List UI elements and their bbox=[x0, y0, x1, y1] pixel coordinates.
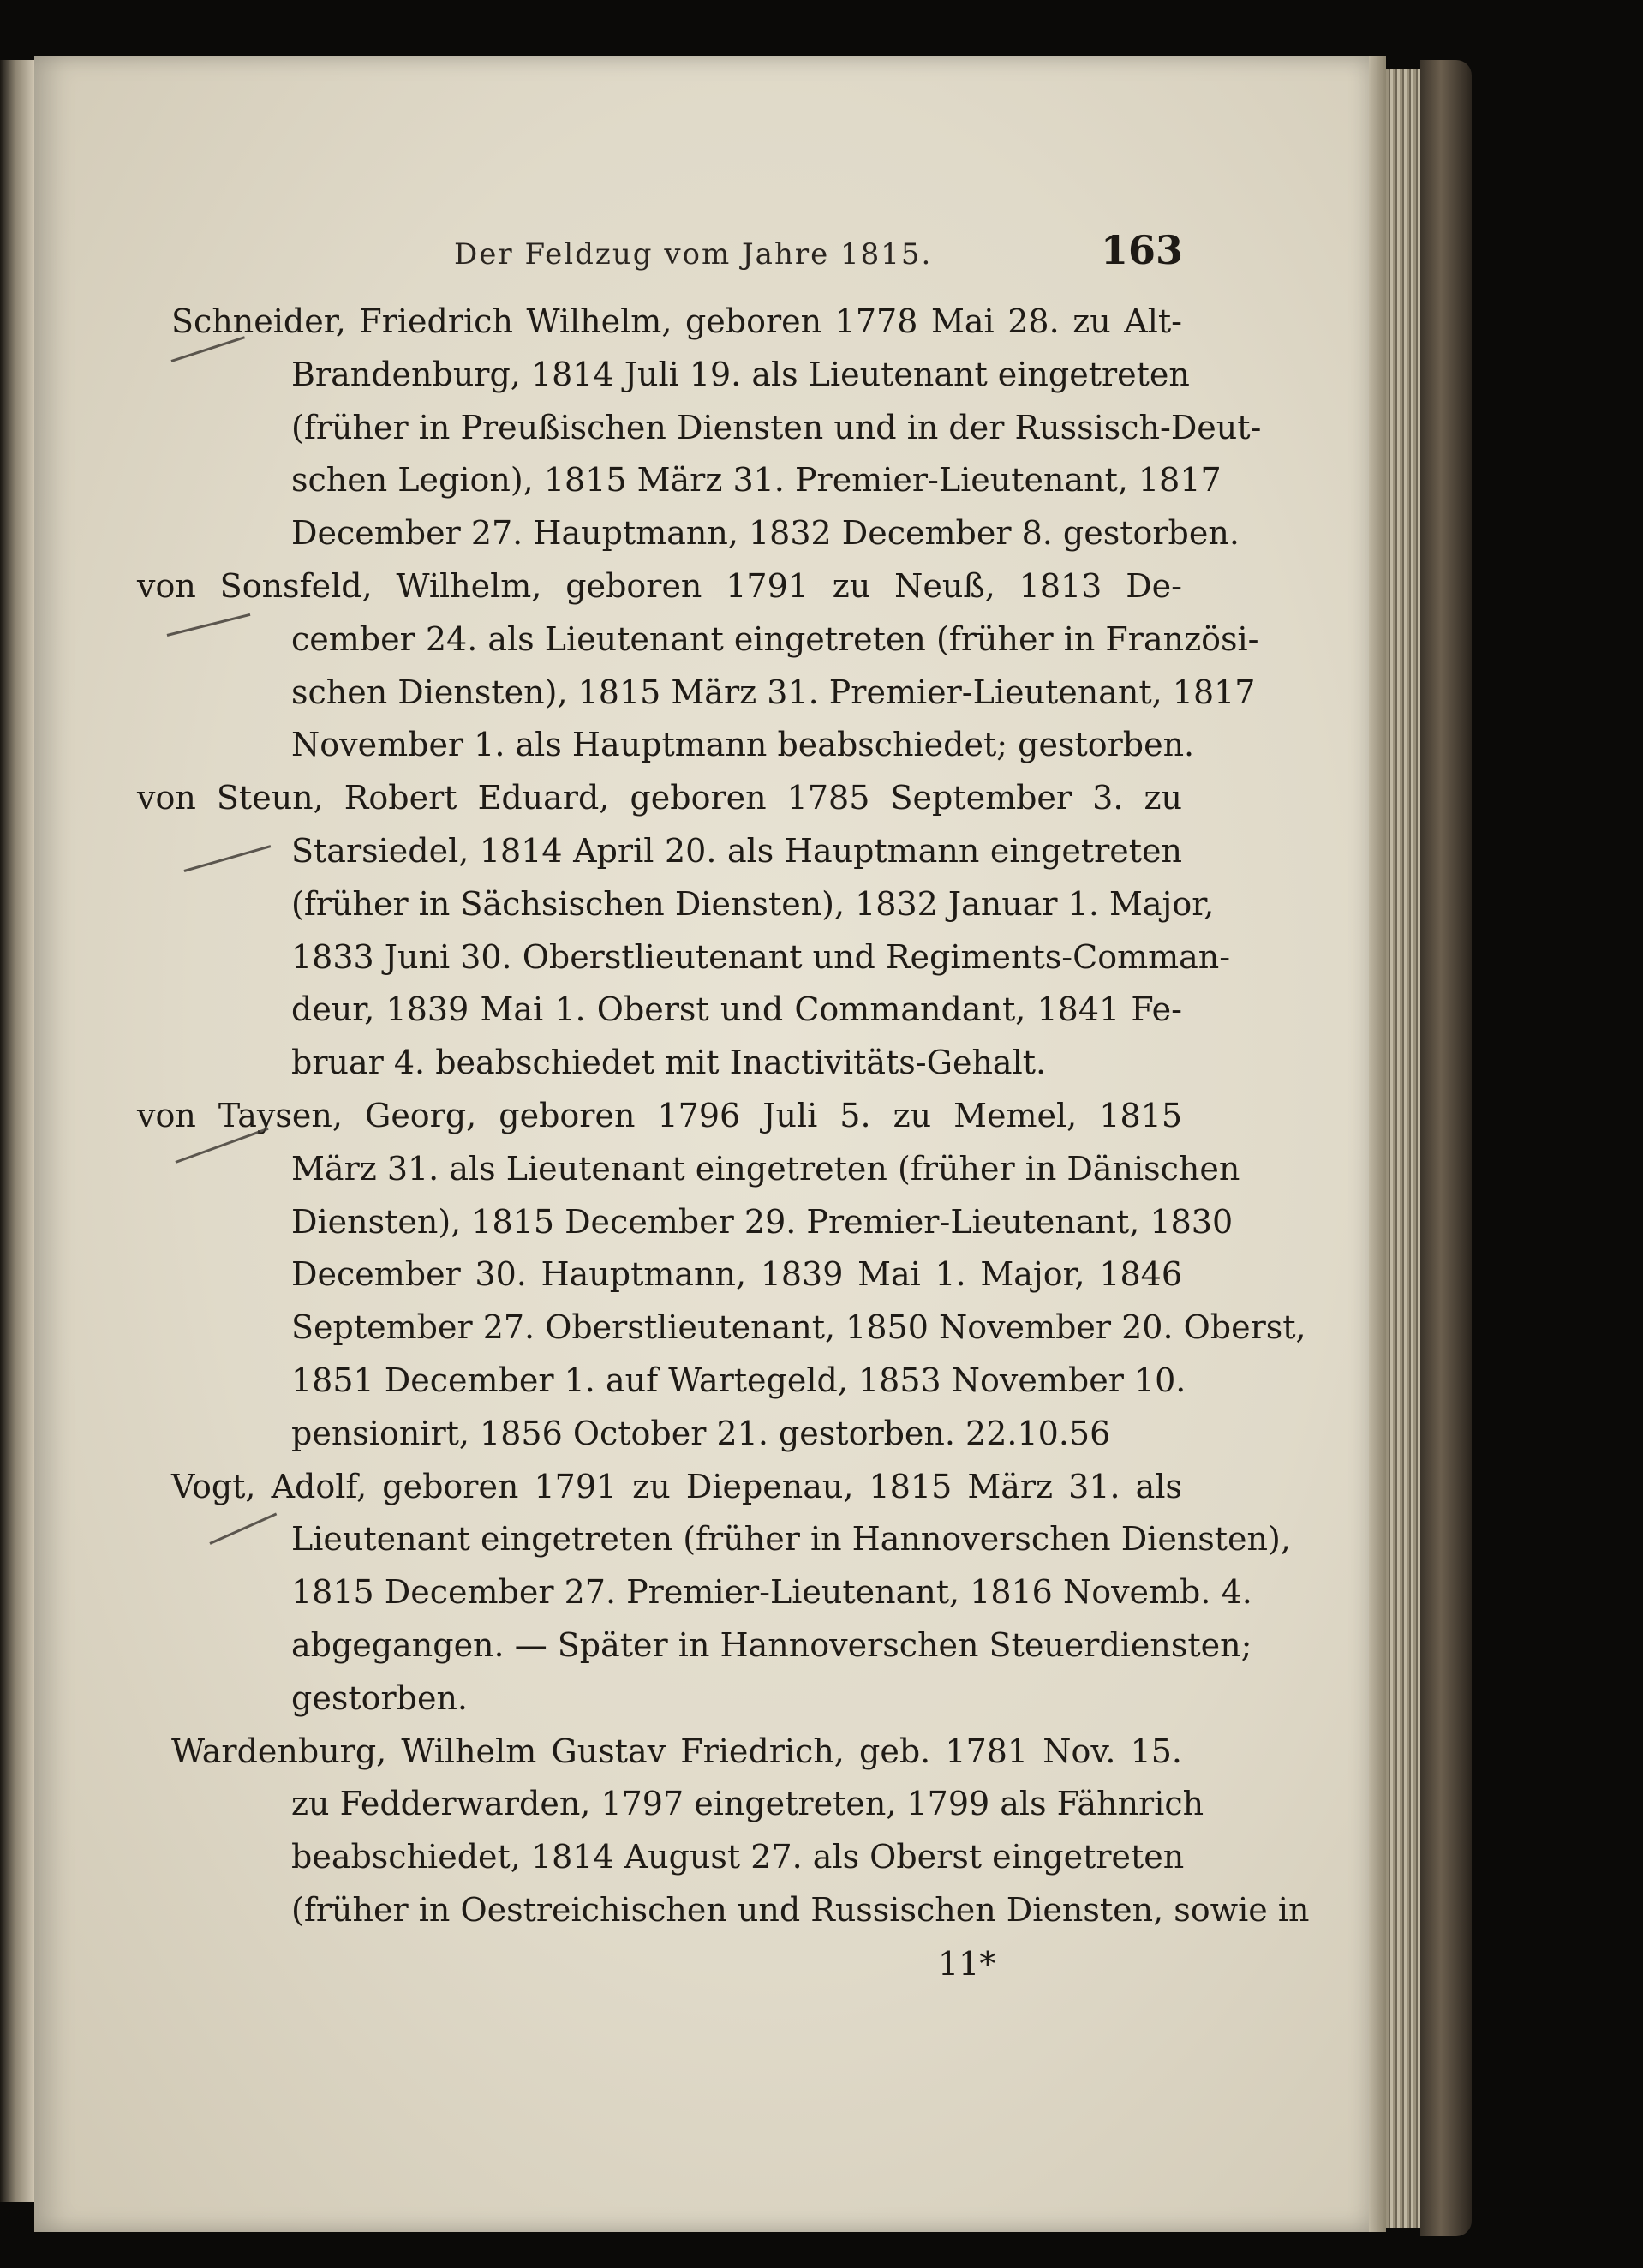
text-line: von Steun, Robert Eduard, geboren 1785 September 3. zu bbox=[137, 779, 1182, 817]
text-line: schen Legion), 1815 März 31. Premier-Lieutenant, 1817 bbox=[291, 461, 1222, 500]
text-line: beabschiedet, 1814 August 27. als Oberst eingetreten bbox=[291, 1838, 1185, 1876]
text-line: Brandenburg, 1814 Juli 19. als Lieutenant eingetreten bbox=[291, 355, 1190, 393]
text-line: von Sonsfeld, Wilhelm, geboren 1791 zu Neuß, 1813 De- bbox=[137, 566, 1182, 605]
running-head bbox=[0, 227, 1643, 278]
catchword: 11* bbox=[938, 1945, 996, 1983]
text-line: cember 24. als Lieutenant eingetreten (früher in Französi- bbox=[291, 619, 1259, 658]
page-fore-edge bbox=[1386, 69, 1420, 2228]
text-line: December 30. Hauptmann, 1839 Mai 1. Major, 1846 bbox=[291, 1255, 1182, 1294]
text-line: December 27. Hauptmann, 1832 December 8. gestorben. bbox=[291, 514, 1240, 553]
text-line: 1833 Juni 30. Oberstlieutenant und Regiments-Comman- bbox=[291, 937, 1231, 976]
text-line: (früher in Sächsischen Diensten), 1832 Januar 1. Major, bbox=[291, 884, 1215, 923]
text-line: Schneider, Friedrich Wilhelm, geboren 1778 Mai 28. zu Alt- bbox=[171, 302, 1182, 340]
text-line: Starsiedel, 1814 April 20. als Hauptmann eingetreten bbox=[291, 831, 1182, 870]
text-block bbox=[137, 296, 1310, 1937]
text-line: abgegangen. — Später in Hannoverschen Steuerdiensten; bbox=[291, 1625, 1252, 1664]
text-line: pensionirt, 1856 October 21. gestorben. 22.10.56 bbox=[291, 1414, 1111, 1452]
running-title: Der Feldzug vom Jahre 1815. bbox=[454, 237, 933, 272]
text-line: von Taysen, Georg, geboren 1796 Juli 5. zu Memel, 1815 bbox=[137, 1096, 1182, 1134]
entry-schneider bbox=[171, 296, 1262, 560]
text-line: deur, 1839 Mai 1. Oberst und Commandant, 1841 Fe- bbox=[291, 990, 1182, 1029]
book-cover bbox=[1420, 60, 1472, 2236]
entry-taysen bbox=[137, 1090, 1306, 1461]
text-line: schen Diensten), 1815 März 31. Premier-Lieutenant, 1817 bbox=[291, 673, 1256, 711]
entry-sonsfeld bbox=[137, 560, 1259, 772]
text-line: März 31. als Lieutenant eingetreten (früher in Dänischen bbox=[291, 1149, 1240, 1188]
text-line: zu Fedderwarden, 1797 eingetreten, 1799 als Fähnrich bbox=[291, 1785, 1204, 1823]
text-line: Diensten), 1815 December 29. Premier-Lieutenant, 1830 bbox=[291, 1202, 1234, 1241]
page-number: 163 bbox=[1101, 227, 1184, 273]
text-line: November 1. als Hauptmann beabschiedet; gestorben. bbox=[291, 726, 1195, 764]
text-line: (früher in Preußischen Diensten und in der Russisch-Deut- bbox=[291, 408, 1262, 446]
page-gutter bbox=[1369, 56, 1386, 2232]
left-page-edge bbox=[0, 60, 34, 2202]
text-line: gestorben. bbox=[291, 1679, 468, 1717]
text-line: September 27. Oberstlieutenant, 1850 November 20. Oberst, bbox=[291, 1308, 1306, 1347]
text-line: bruar 4. beabschiedet mit Inactivitäts-Gehalt. bbox=[291, 1044, 1047, 1082]
entry-steun bbox=[137, 772, 1231, 1090]
text-line: Lieutenant eingetreten (früher in Hannoverschen Diensten), bbox=[291, 1520, 1291, 1559]
text-line: 1851 December 1. auf Wartegeld, 1853 November 10. bbox=[291, 1361, 1186, 1399]
text-line: Vogt, Adolf, geboren 1791 zu Diepenau, 1815 März 31. als bbox=[171, 1467, 1182, 1505]
entry-wardenburg bbox=[171, 1726, 1310, 1937]
text-line: 1815 December 27. Premier-Lieutenant, 1816 Novemb. 4. bbox=[291, 1573, 1252, 1612]
text-line: (früher in Oestreichischen und Russischen Diensten, sowie in bbox=[291, 1890, 1310, 1929]
text-line: Wardenburg, Wilhelm Gustav Friedrich, geb. 1781 Nov. 15. bbox=[171, 1732, 1182, 1770]
entry-vogt bbox=[171, 1461, 1291, 1726]
